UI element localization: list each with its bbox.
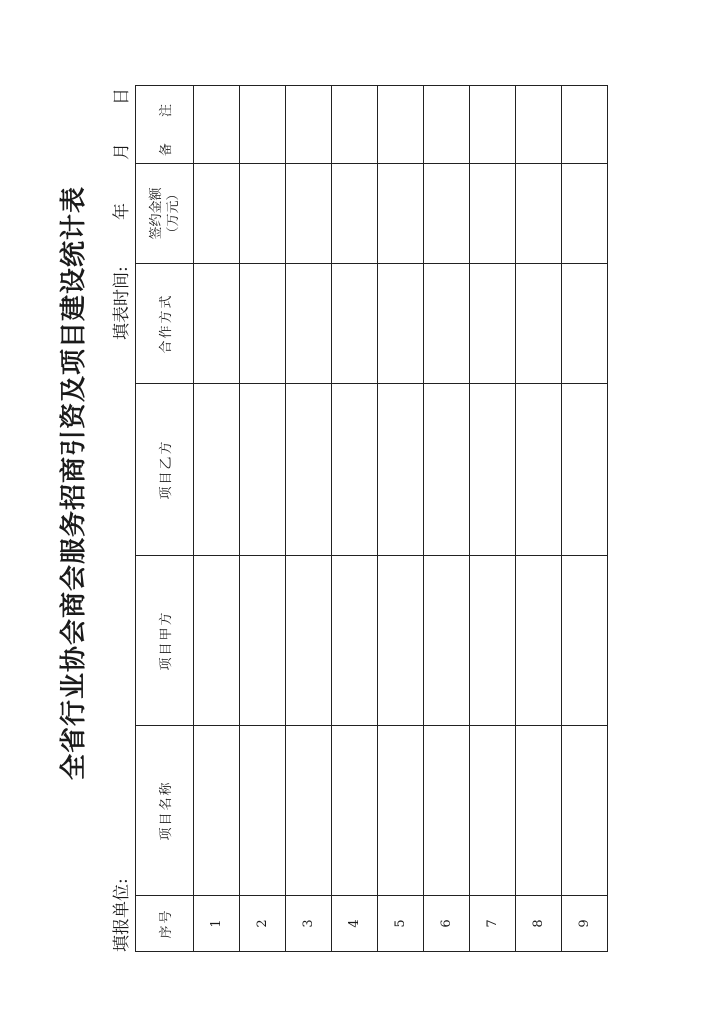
- cooperation-cell[interactable]: [332, 264, 378, 384]
- cooperation-cell[interactable]: [194, 264, 240, 384]
- cooperation-cell[interactable]: [378, 264, 424, 384]
- party-a-cell[interactable]: [286, 556, 332, 726]
- table-row: [332, 86, 378, 952]
- amount-cell[interactable]: [194, 164, 240, 264]
- form-title: 全省行业协会商会服务招商引资及项目建设统计表: [59, 185, 89, 780]
- table-row: [516, 86, 562, 952]
- project-name-cell[interactable]: [470, 726, 516, 896]
- month-label: 月: [112, 143, 132, 160]
- table-row: [194, 86, 240, 952]
- row-number: 7: [470, 896, 516, 952]
- party-b-cell[interactable]: [562, 384, 608, 556]
- party-b-cell[interactable]: [424, 384, 470, 556]
- party-b-cell[interactable]: [516, 384, 562, 556]
- amount-cell[interactable]: [424, 164, 470, 264]
- row-number: 5: [378, 896, 424, 952]
- project-name-cell[interactable]: [332, 726, 378, 896]
- table-row: [378, 86, 424, 952]
- row-number: 2: [240, 896, 286, 952]
- remarks-cell[interactable]: [516, 86, 562, 164]
- party-b-cell[interactable]: [240, 384, 286, 556]
- table-row: [286, 86, 332, 952]
- party-a-cell[interactable]: [240, 556, 286, 726]
- table-row: [470, 86, 516, 952]
- remarks-cell[interactable]: [194, 86, 240, 164]
- party-a-cell[interactable]: [470, 556, 516, 726]
- party-b-cell[interactable]: [470, 384, 516, 556]
- fill-unit-label: 填报单位:: [112, 878, 132, 952]
- project-name-cell[interactable]: [424, 726, 470, 896]
- header-remarks: 备 注: [136, 86, 194, 164]
- amount-cell[interactable]: [562, 164, 608, 264]
- table-row: [424, 86, 470, 952]
- amount-cell[interactable]: [470, 164, 516, 264]
- remarks-cell[interactable]: [470, 86, 516, 164]
- header-row: [136, 86, 194, 952]
- party-a-cell[interactable]: [516, 556, 562, 726]
- header-cooperation: 合作方式: [136, 264, 194, 384]
- project-name-cell[interactable]: [286, 726, 332, 896]
- year-label: 年: [112, 203, 132, 220]
- project-name-cell[interactable]: [240, 726, 286, 896]
- party-a-cell[interactable]: [332, 556, 378, 726]
- row-number: 9: [562, 896, 608, 952]
- cooperation-cell[interactable]: [240, 264, 286, 384]
- header-project-name: 项目名称: [136, 726, 194, 896]
- project-name-cell[interactable]: [378, 726, 424, 896]
- cooperation-cell[interactable]: [562, 264, 608, 384]
- row-number: 3: [286, 896, 332, 952]
- row-number: 6: [424, 896, 470, 952]
- party-b-cell[interactable]: [378, 384, 424, 556]
- amount-cell[interactable]: [516, 164, 562, 264]
- remarks-cell[interactable]: [286, 86, 332, 164]
- amount-cell[interactable]: [332, 164, 378, 264]
- table-row: [562, 86, 608, 952]
- header-party-b: 项目乙方: [136, 384, 194, 556]
- project-name-cell[interactable]: [562, 726, 608, 896]
- remarks-cell[interactable]: [332, 86, 378, 164]
- remarks-cell[interactable]: [424, 86, 470, 164]
- amount-cell[interactable]: [378, 164, 424, 264]
- amount-cell[interactable]: [240, 164, 286, 264]
- party-b-cell[interactable]: [286, 384, 332, 556]
- table-row: [240, 86, 286, 952]
- party-a-cell[interactable]: [424, 556, 470, 726]
- cooperation-cell[interactable]: [470, 264, 516, 384]
- statistics-table: [135, 85, 608, 952]
- header-party-a: 项目甲方: [136, 556, 194, 726]
- remarks-cell[interactable]: [378, 86, 424, 164]
- fill-time-label: 填表时间:: [112, 266, 132, 340]
- header-seq: 序号: [136, 896, 194, 952]
- row-number: 8: [516, 896, 562, 952]
- party-a-cell[interactable]: [194, 556, 240, 726]
- amount-cell[interactable]: [286, 164, 332, 264]
- party-a-cell[interactable]: [378, 556, 424, 726]
- party-b-cell[interactable]: [332, 384, 378, 556]
- header-amount-line1: 签约金额: [148, 187, 164, 240]
- remarks-cell[interactable]: [240, 86, 286, 164]
- project-name-cell[interactable]: [194, 726, 240, 896]
- cooperation-cell[interactable]: [286, 264, 332, 384]
- header-amount-unit: （万元）: [165, 187, 181, 240]
- table-body: [194, 86, 608, 952]
- row-number: 1: [194, 896, 240, 952]
- day-label: 日: [112, 88, 132, 105]
- header-amount: [136, 164, 194, 264]
- cooperation-cell[interactable]: [516, 264, 562, 384]
- project-name-cell[interactable]: [516, 726, 562, 896]
- remarks-cell[interactable]: [562, 86, 608, 164]
- row-number: 4: [332, 896, 378, 952]
- cooperation-cell[interactable]: [424, 264, 470, 384]
- party-a-cell[interactable]: [562, 556, 608, 726]
- party-b-cell[interactable]: [194, 384, 240, 556]
